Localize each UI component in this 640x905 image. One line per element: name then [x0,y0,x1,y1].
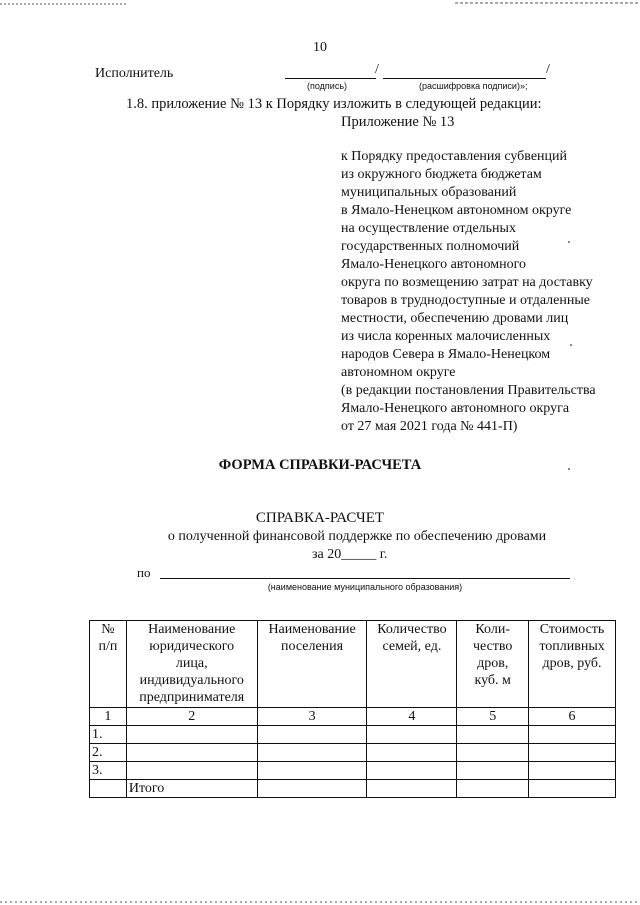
header-line: Наименование [268,622,356,637]
table-body [90,708,616,798]
appendix-title: Приложение № 13 [341,114,455,130]
certificate-table [89,620,616,798]
header-line: топливных [539,639,605,654]
appendix-line: (в редакции постановления Правительства [341,383,596,398]
header-line: лица, [175,656,208,671]
table-header-cell [257,621,367,708]
header-line: куб. м [474,673,511,688]
appendix-reference-block [341,148,596,436]
table-row [90,726,616,744]
header-line: Коли- [475,622,511,637]
header-line: Количество [377,622,447,637]
column-number-cell: 1 [90,708,127,726]
item-1-8-text: 1.8. приложение № 13 к Порядку изложить в следующей редакции: [126,96,542,112]
header-line: предпринимателя [139,690,245,705]
table-cell [457,726,529,744]
table-row [90,744,616,762]
page-number: 10 [313,40,327,55]
column-number-cell: 6 [529,708,616,726]
header-line: дров, [477,656,509,671]
table-cell: Итого [126,780,257,798]
appendix-line: муниципальных образований [341,185,517,200]
appendix-line: автономном округе [341,365,456,380]
table-cell [257,744,367,762]
appendix-line: государственных полномочий [341,239,520,254]
column-number-cell: 2 [126,708,257,726]
appendix-line: товаров в труднодоступные и отдаленные [341,293,590,308]
table-cell: 2. [90,744,127,762]
signature-line [285,64,376,79]
table-cell [367,726,457,744]
table-cell [257,780,367,798]
table-cell [126,726,257,744]
appendix-line: Ямало-Ненецкого автономного округа [341,401,570,416]
column-number-cell: 4 [367,708,457,726]
table-cell [529,744,616,762]
municipality-caption: (наименование муниципального образования) [267,582,463,592]
signature-caption: (подпись) [307,81,348,91]
table-cell [90,780,127,798]
header-line: чество [472,639,513,654]
appendix-line: в Ямало-Ненецком автономном округе [341,203,572,218]
table-cell [367,744,457,762]
table-row [90,762,616,780]
municipality-line [160,578,570,579]
header-line: индивидуального [139,673,244,688]
table-cell [457,762,529,780]
decoding-caption: (расшифровка подписи)»; [419,81,528,91]
header-line: п/п [98,639,118,654]
header-line: Наименование [148,622,236,637]
table-cell [257,726,367,744]
table-header-row [90,621,616,708]
appendix-line: к Порядку предоставления субвенций [341,149,568,164]
appendix-line: округа по возмещению затрат на доставку [341,275,593,290]
table-cell [257,762,367,780]
header-line: юридического [149,639,235,654]
table-cell [126,744,257,762]
header-line: дров, руб. [542,656,602,671]
header-line: № [101,622,115,637]
table-cell [529,780,616,798]
table-cell [529,726,616,744]
executor-label: Исполнитель [95,66,174,81]
table-cell: 3. [90,762,127,780]
appendix-line: из окружного бюджета бюджетам [341,167,542,182]
appendix-line: от 27 мая 2021 года № 441-П) [341,419,518,434]
table-header-cell [529,621,616,708]
form-heading: ФОРМА СПРАВКИ-РАСЧЕТА [218,457,422,473]
header-line: Стоимость [539,622,605,637]
signature-slash: / [375,62,379,77]
table-cell [457,780,529,798]
table-cell [367,780,457,798]
table-header-cell [126,621,257,708]
column-number-cell: 3 [257,708,367,726]
decoding-slash: / [546,62,550,77]
table-row [90,780,616,798]
certificate-year-line: за 20_____ г. [312,547,388,562]
municipality-label: по [137,565,151,580]
column-number-cell: 5 [457,708,529,726]
table-numbering-row [90,708,616,726]
appendix-line: местности, обеспечению дровами лиц [341,311,569,326]
table-cell [367,762,457,780]
table-header-cell [457,621,529,708]
header-line: поселения [281,639,344,654]
table-cell [529,762,616,780]
table-header-cell [367,621,457,708]
table-header-cell [90,621,127,708]
certificate-title: СПРАВКА-РАСЧЕТ [255,510,385,526]
appendix-line: народов Севера в Ямало-Ненецком [341,347,551,362]
table-cell: 1. [90,726,127,744]
appendix-line: из числа коренных малочисленных [341,329,551,344]
table-cell [457,744,529,762]
appendix-line: Ямало-Ненецкого автономного [341,257,526,272]
decoding-line [383,64,546,79]
header-line: семей, ед. [382,639,442,654]
certificate-subtitle: о полученной финансовой поддержке по обеспечению дровами [167,529,547,544]
appendix-line: на осуществление отдельных [341,221,516,236]
table-cell [126,762,257,780]
